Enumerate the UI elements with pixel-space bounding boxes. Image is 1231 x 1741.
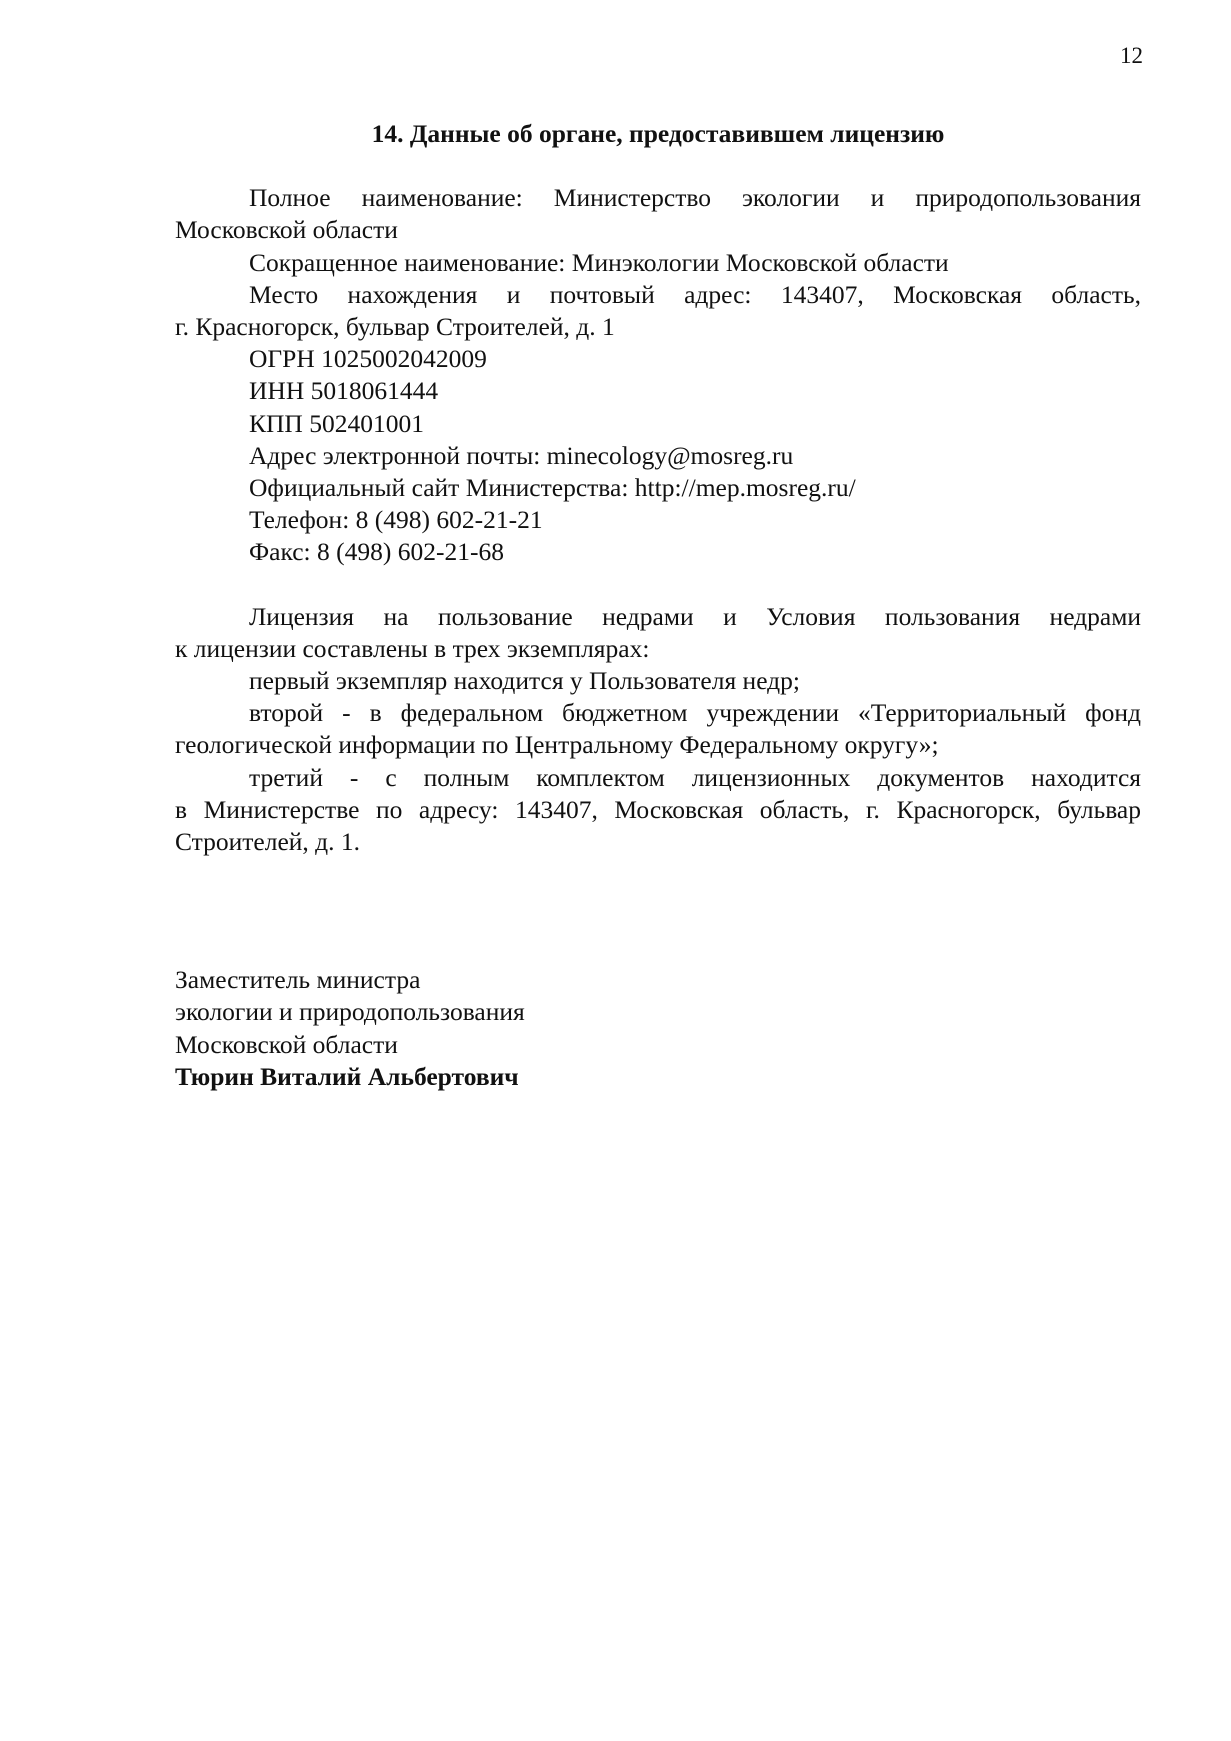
copy-third-line-1: третий - с полным комплектом лицензионных документов находится — [249, 762, 1141, 792]
copy-third-line-2: в Министерстве по адресу: 143407, Московская область, г. Красногорск, бульвар — [175, 794, 1141, 824]
website: Официальный сайт Министерства: http://mep.mosreg.ru/ — [249, 473, 856, 503]
short-name: Сокращенное наименование: Минэкологии Московской области — [249, 247, 949, 277]
page-number: 12 — [1120, 43, 1143, 68]
full-name-line-2: Московской области — [175, 215, 398, 245]
kpp: КПП 502401001 — [249, 408, 424, 438]
document-body — [175, 118, 1141, 1093]
copy-second-line-2: геологической информации по Центральному Федеральному округу»; — [175, 730, 939, 760]
copy-first: первый экземпляр находится у Пользователя недр; — [249, 666, 800, 696]
full-name-line-1: Полное наименование: Министерство экологии и природопользования — [249, 183, 1141, 213]
copies-intro-line-2: к лицензии составлены в трех экземплярах: — [175, 633, 650, 663]
address-line-1: Место нахождения и почтовый адрес: 143407, Московская область, — [249, 279, 1141, 309]
ogrn: ОГРН 1025002042009 — [249, 344, 487, 374]
signature-block — [175, 964, 1141, 1093]
inn: ИНН 5018061444 — [249, 376, 439, 406]
signature-position-line-2: экологии и природопользования — [175, 997, 525, 1027]
email: Адрес электронной почты: minecology@mosreg.ru — [249, 440, 794, 470]
copy-third-line-3: Строителей, д. 1. — [175, 827, 361, 857]
paragraph-gap — [175, 569, 1141, 601]
copies-intro-line-1: Лицензия на пользование недрами и Условия пользования недрами — [249, 601, 1141, 631]
copy-second-line-1: второй - в федеральном бюджетном учреждении «Территориальный фонд — [249, 698, 1141, 728]
phone: Телефон: 8 (498) 602-21-21 — [249, 505, 543, 535]
signatory-name: Тюрин Виталий Альбертович — [175, 1061, 519, 1091]
signature-position-line-3: Московской области — [175, 1029, 398, 1059]
section-heading: 14. Данные об органе, предоставившем лицензию — [371, 119, 945, 148]
fax: Факс: 8 (498) 602-21-68 — [249, 537, 504, 567]
signature-position-line-1: Заместитель министра — [175, 965, 421, 995]
address-line-2: г. Красногорск, бульвар Строителей, д. 1 — [175, 312, 615, 342]
